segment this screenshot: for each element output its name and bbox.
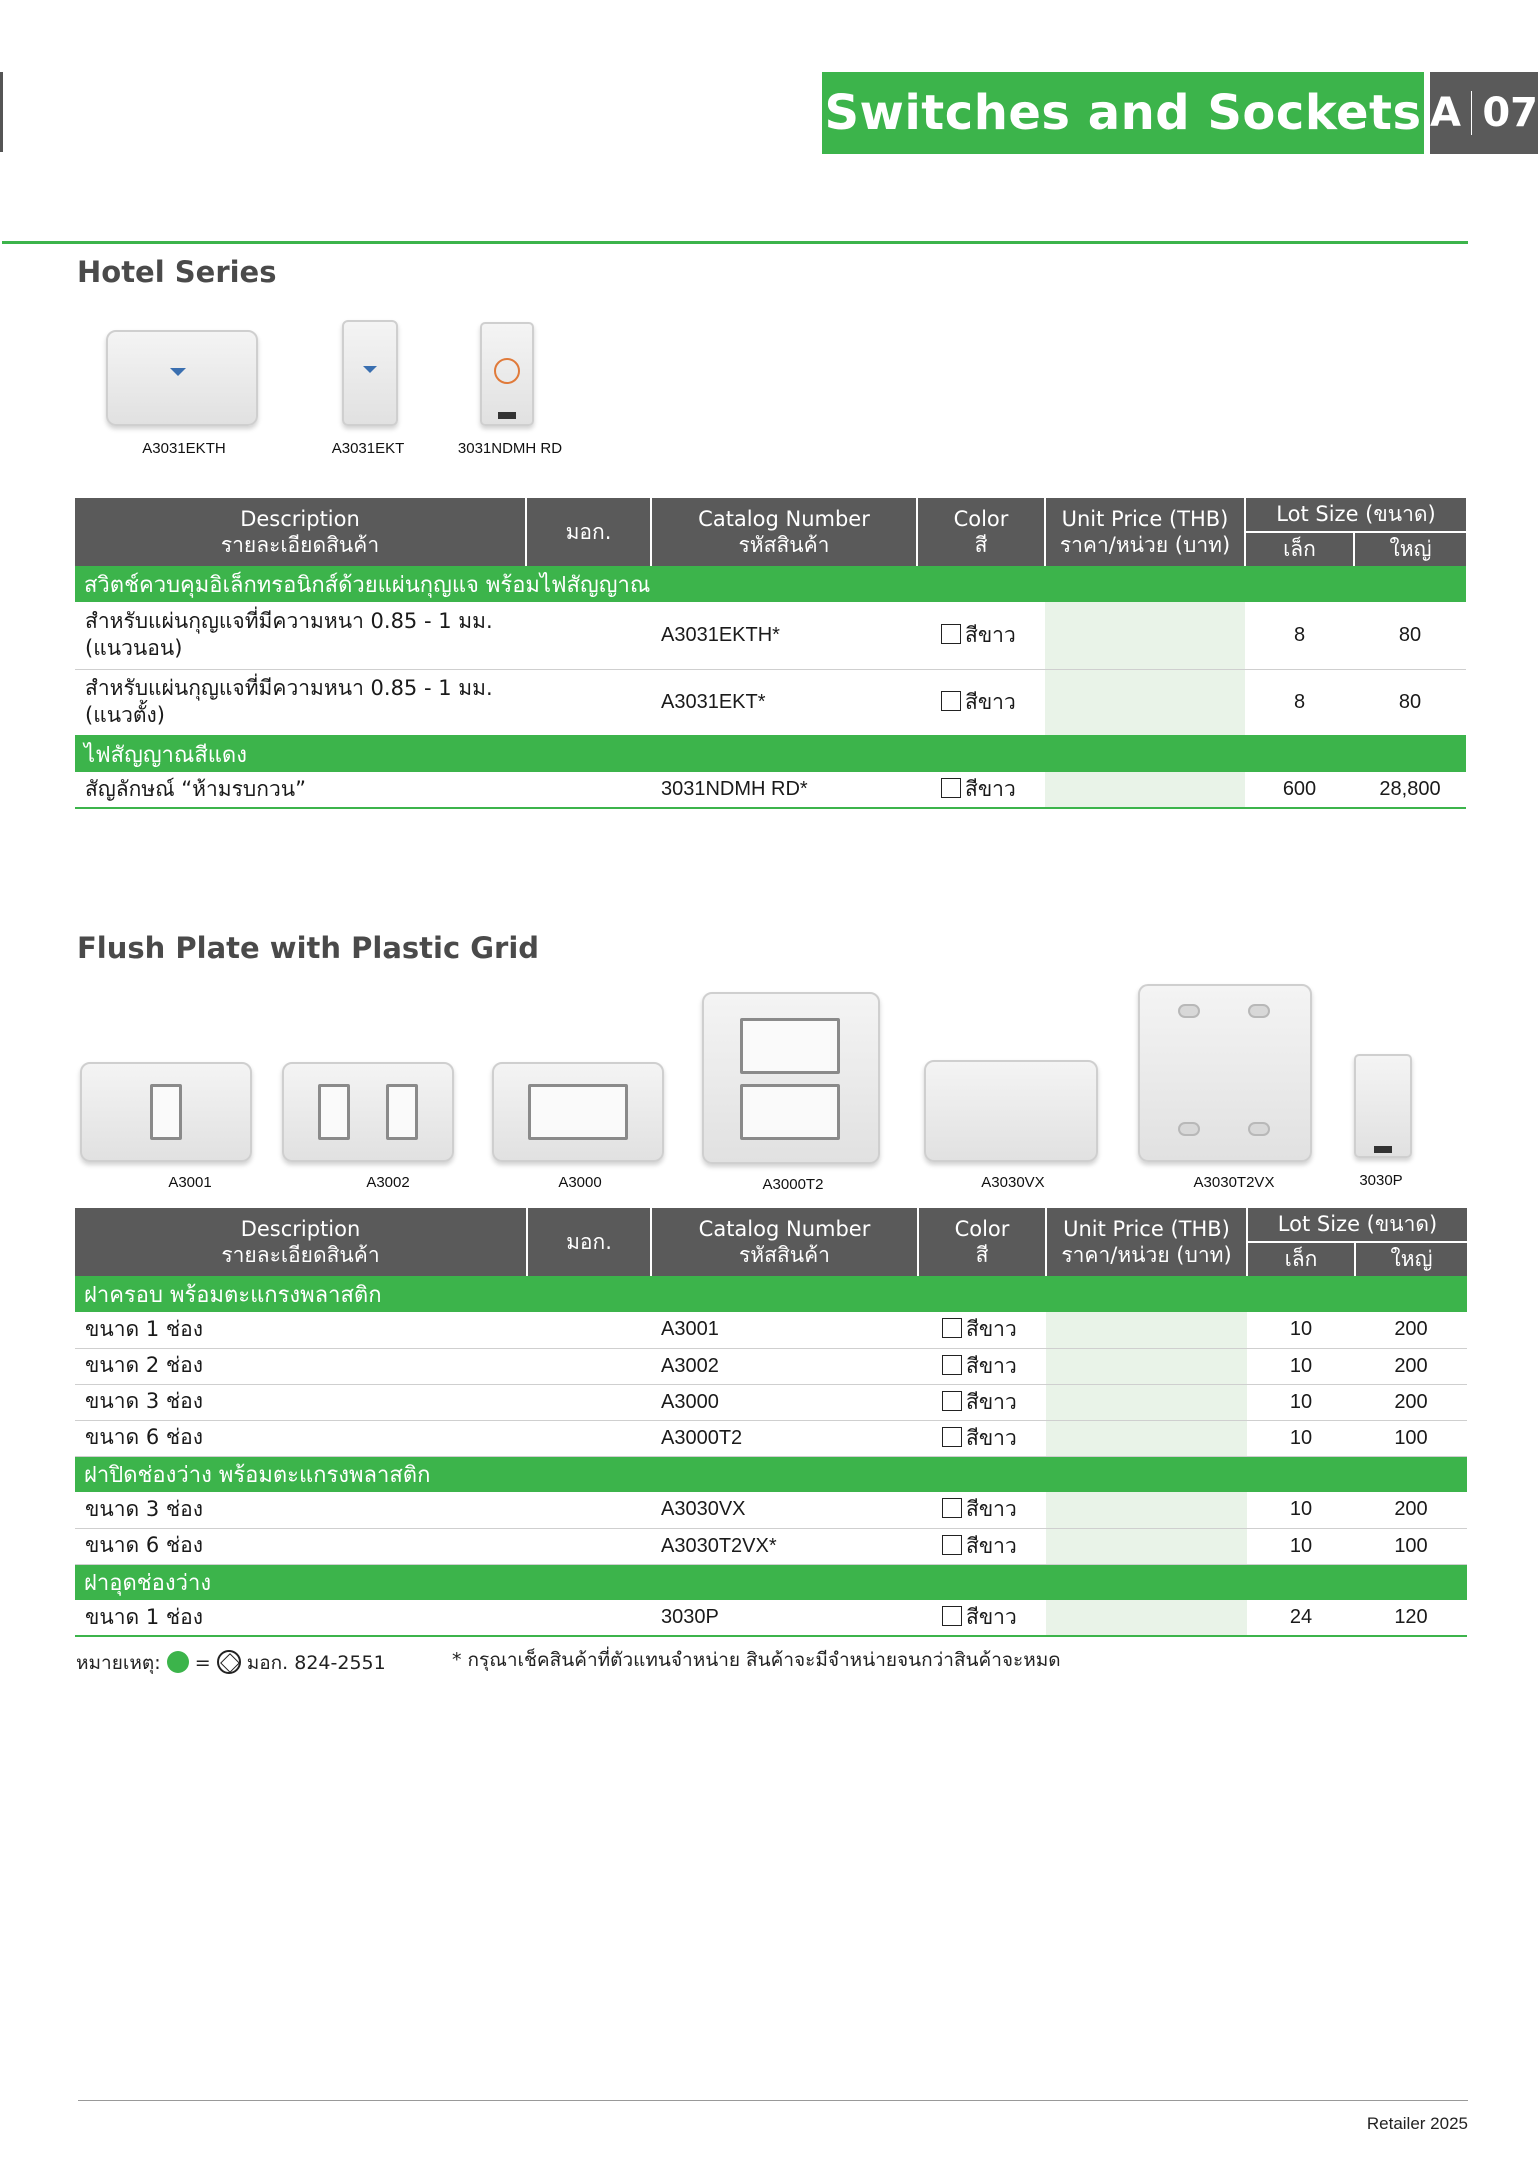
product-caption: A3002: [366, 1174, 410, 1191]
row-catalog-number: A3002: [651, 1348, 918, 1384]
col-description: Description รายละเอียดสินค้า: [75, 1208, 527, 1276]
col-color: Color สี: [918, 1208, 1046, 1276]
row-lot-large: 200: [1355, 1492, 1467, 1528]
row-tis: [527, 1420, 651, 1456]
checkbox-icon: [942, 1427, 962, 1447]
checkbox-icon: [942, 1391, 962, 1411]
row-unit-price: [1046, 1492, 1247, 1528]
page-edge-mark: [0, 72, 3, 152]
row-catalog-number: A3000: [651, 1384, 918, 1420]
checkbox-icon: [942, 1498, 962, 1518]
row-description: ขนาด 1 ช่อง: [75, 1600, 527, 1636]
row-color: สีขาว: [918, 1420, 1046, 1456]
col-tis: มอก.: [526, 498, 651, 566]
row-lot-small: 10: [1247, 1528, 1355, 1564]
row-lot-large: 28,800: [1354, 772, 1466, 808]
group-header: ไฟสัญญาณสีแดง: [75, 736, 1466, 772]
group-header: สวิตช์ควบคุมอิเล็กทรอนิกส์ด้วยแผ่นกุญแจ พร้อมไฟสัญญาณ: [75, 566, 1466, 602]
row-unit-price: [1046, 1420, 1247, 1456]
hotel-series-table: [75, 498, 1466, 809]
product-caption: A3031EKTH: [142, 440, 226, 457]
row-lot-large: 100: [1355, 1528, 1467, 1564]
product-caption: A3000T2: [762, 1176, 824, 1193]
tab-divider: [1471, 91, 1472, 135]
row-lot-large: 120: [1355, 1600, 1467, 1636]
col-color: Color สี: [917, 498, 1045, 566]
row-description: ขนาด 2 ช่อง: [75, 1348, 527, 1384]
page-number: 07: [1482, 90, 1538, 136]
row-lot-small: 10: [1247, 1312, 1355, 1348]
key-card-slot-icon: [363, 366, 377, 373]
row-lot-small: 10: [1247, 1384, 1355, 1420]
col-lot-large: ใหญ่: [1355, 1242, 1467, 1276]
checkbox-icon: [941, 624, 961, 644]
flush-plate-table: [75, 1208, 1467, 1637]
checkbox-icon: [942, 1318, 962, 1338]
row-lot-large: 200: [1355, 1348, 1467, 1384]
row-lot-small: 8: [1245, 669, 1354, 736]
row-catalog-number: 3031NDMH RD*: [651, 772, 917, 808]
row-description: ขนาด 6 ช่อง: [75, 1420, 527, 1456]
do-not-disturb-icon: [494, 358, 520, 384]
row-lot-small: 600: [1245, 772, 1354, 808]
col-catalog-number: Catalog Number รหัสสินค้า: [651, 498, 917, 566]
row-color: สีขาว: [918, 1528, 1046, 1564]
section-letter: A: [1430, 90, 1461, 136]
row-tis: [527, 1492, 651, 1528]
group-header: ฝาปิดช่องว่าง พร้อมตะแกรงพลาสติก: [75, 1456, 1467, 1492]
row-description: ขนาด 3 ช่อง: [75, 1384, 527, 1420]
col-lot-large: ใหญ่: [1354, 532, 1466, 566]
group-header: ฝาอุดช่องว่าง: [75, 1564, 1467, 1600]
row-lot-large: 80: [1354, 602, 1466, 669]
footer-label: Retailer 2025: [1366, 2114, 1468, 2133]
tis-standard: มอก. 824-2551: [246, 1652, 386, 1674]
product-caption: A3001: [168, 1174, 212, 1191]
green-dot-icon: [167, 1651, 189, 1673]
row-tis: [527, 1528, 651, 1564]
col-unit-price: Unit Price (THB) ราคา/หน่วย (บาท): [1046, 1208, 1247, 1276]
row-tis: [527, 1384, 651, 1420]
row-color: สีขาว: [918, 1600, 1046, 1636]
remark-equals: =: [194, 1652, 211, 1674]
col-lot-small: เล็ก: [1247, 1242, 1355, 1276]
availability-note: * กรุณาเช็คสินค้าที่ตัวแทนจำหน่าย สินค้าจะมีจำหน่ายจนกว่าสินค้าจะหมด: [452, 1649, 1061, 1671]
row-description: ขนาด 6 ช่อง: [75, 1528, 527, 1564]
row-color: สีขาว: [918, 1492, 1046, 1528]
col-lot-size: Lot Size (ขนาด): [1247, 1208, 1467, 1242]
row-description: ขนาด 1 ช่อง: [75, 1312, 527, 1348]
col-catalog-number: Catalog Number รหัสสินค้า: [651, 1208, 918, 1276]
row-lot-small: 8: [1245, 602, 1354, 669]
page-number-tab: [1430, 72, 1538, 154]
row-catalog-number: A3000T2: [651, 1420, 918, 1456]
flush-plate-title: Flush Plate with Plastic Grid: [77, 931, 540, 965]
row-unit-price: [1045, 602, 1245, 669]
row-lot-small: 10: [1247, 1492, 1355, 1528]
checkbox-icon: [942, 1535, 962, 1555]
product-caption: A3030VX: [981, 1174, 1045, 1191]
row-color: สีขาว: [917, 669, 1045, 736]
col-description: Description รายละเอียดสินค้า: [75, 498, 526, 566]
product-caption: A3031EKT: [331, 440, 405, 457]
row-description: สำหรับแผ่นกุญแจที่มีความหนา 0.85 - 1 มม. (แนวนอน): [75, 602, 526, 669]
row-catalog-number: 3030P: [651, 1600, 918, 1636]
row-color: สีขาว: [918, 1348, 1046, 1384]
checkbox-icon: [941, 691, 961, 711]
row-description: สำหรับแผ่นกุญแจที่มีความหนา 0.85 - 1 มม. (แนวตั้ง): [75, 669, 526, 736]
group-header: ฝาครอบ พร้อมตะแกรงพลาสติก: [75, 1276, 1467, 1312]
row-tis: [526, 669, 651, 736]
row-tis: [526, 772, 651, 808]
row-lot-small: 10: [1247, 1420, 1355, 1456]
row-tis: [526, 602, 651, 669]
row-lot-small: 24: [1247, 1600, 1355, 1636]
row-unit-price: [1046, 1384, 1247, 1420]
row-lot-large: 100: [1355, 1420, 1467, 1456]
row-tis: [527, 1600, 651, 1636]
row-lot-small: 10: [1247, 1348, 1355, 1384]
row-unit-price: [1046, 1600, 1247, 1636]
col-lot-size: Lot Size (ขนาด): [1245, 498, 1466, 532]
header-divider: [2, 241, 1468, 244]
product-caption: A3000: [558, 1174, 602, 1191]
tis-logo-icon: [217, 1650, 241, 1674]
row-color: สีขาว: [918, 1384, 1046, 1420]
remark-label: หมายเหตุ:: [76, 1652, 161, 1674]
row-unit-price: [1046, 1312, 1247, 1348]
row-catalog-number: A3030T2VX*: [651, 1528, 918, 1564]
col-unit-price: Unit Price (THB) ราคา/หน่วย (บาท): [1045, 498, 1245, 566]
row-description: ขนาด 3 ช่อง: [75, 1492, 527, 1528]
checkbox-icon: [942, 1355, 962, 1375]
row-unit-price: [1045, 669, 1245, 736]
row-lot-large: 200: [1355, 1312, 1467, 1348]
hotel-series-title: Hotel Series: [77, 255, 277, 289]
key-card-slot-icon: [170, 368, 186, 376]
row-lot-large: 80: [1354, 669, 1466, 736]
row-unit-price: [1046, 1528, 1247, 1564]
product-caption: A3030T2VX: [1193, 1174, 1275, 1191]
page-title: Switches and Sockets: [822, 72, 1424, 154]
row-tis: [527, 1312, 651, 1348]
row-color: สีขาว: [917, 772, 1045, 808]
checkbox-icon: [942, 1606, 962, 1626]
row-catalog-number: A3030VX: [651, 1492, 918, 1528]
row-catalog-number: A3031EKT*: [651, 669, 917, 736]
checkbox-icon: [941, 778, 961, 798]
row-description: สัญลักษณ์ “ห้ามรบกวน”: [75, 772, 526, 808]
product-caption: 3030P: [1359, 1172, 1403, 1189]
row-unit-price: [1046, 1348, 1247, 1384]
row-unit-price: [1045, 772, 1245, 808]
row-catalog-number: A3031EKTH*: [651, 602, 917, 669]
row-color: สีขาว: [917, 602, 1045, 669]
row-tis: [527, 1348, 651, 1384]
tis-remark: [76, 1648, 386, 1678]
row-catalog-number: A3001: [651, 1312, 918, 1348]
row-lot-large: 200: [1355, 1384, 1467, 1420]
footer-divider: [78, 2100, 1468, 2101]
col-tis: มอก.: [527, 1208, 651, 1276]
product-caption: 3031NDMH RD: [457, 440, 563, 457]
row-color: สีขาว: [918, 1312, 1046, 1348]
col-lot-small: เล็ก: [1245, 532, 1354, 566]
